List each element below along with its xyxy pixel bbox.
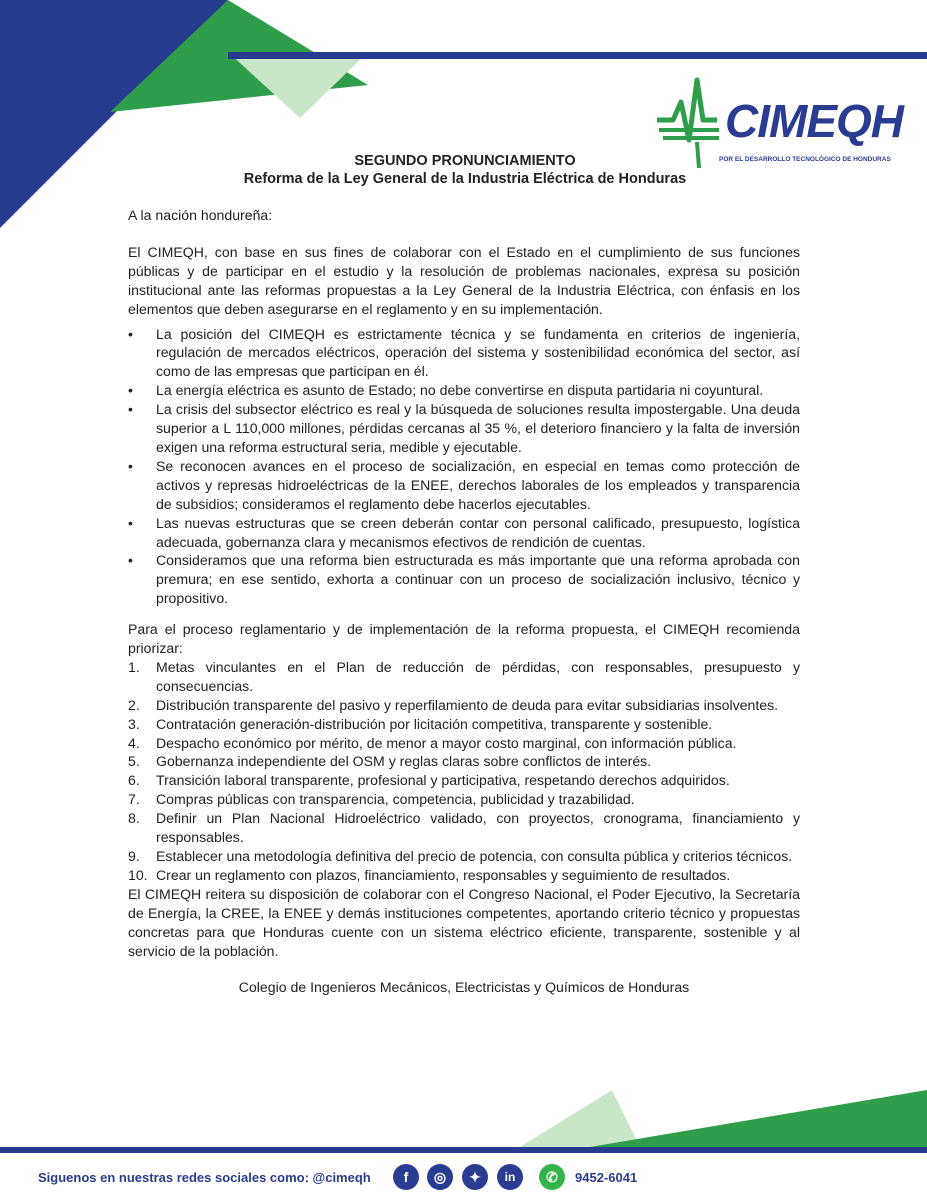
recommendation-item [128,866,800,885]
recommendation-number: 10. [128,866,148,883]
recommendation-text: Despacho económico por mérito, de menor a mayor costo marginal, con información pública. [156,734,737,751]
bullet-text: La energía eléctrica es asunto de Estado; no debe convertirse en disputa partidaria ni coyuntural. [156,382,764,399]
position-bullets [128,325,800,609]
bullet-item [128,381,800,400]
whatsapp-icon[interactable]: ✆ [539,1164,565,1190]
recommendation-number: 8. [128,810,140,827]
recommendation-text: Crear un reglamento con plazos, financiamiento, responsables y seguimiento de resultados. [156,866,731,883]
recommendation-number: 5. [128,753,140,770]
recommendation-item [128,771,800,790]
recommendations-list [128,658,800,885]
bullet-item [128,400,800,457]
facebook-icon[interactable]: f [393,1164,419,1190]
footer [0,1153,927,1200]
logo-wordmark: CIMEQH [725,95,903,147]
document-subtitle: Reforma de la Ley General de la Industria Eléctrica de Honduras [243,171,687,187]
signature: Colegio de Ingenieros Mecánicos, Electricistas y Químicos de Honduras [238,979,690,996]
recommendation-item [128,696,800,715]
recommendation-text: Contratación generación-distribución por licitación competitiva, transparente y sostenible. [156,715,713,732]
recommendation-number: 4. [128,734,140,751]
bottom-decoration [0,1080,927,1155]
recommendation-number: 9. [128,848,140,864]
bottom-light-green-triangle [520,1090,640,1147]
recommendation-text: Gobernanza independiente del OSM y reglas claras sobre conflictos de interés. [156,753,652,770]
recommendation-text: Establecer una metodología definitiva del precio de potencia, con consulta pública y criterios técnicos. [156,848,793,864]
phone-number: 9452-6041 [575,1170,638,1185]
recommendation-item [128,809,800,847]
recommendation-number: 1. [128,658,140,675]
bullet-dot: • [128,325,133,342]
bullet-dot: • [128,514,133,531]
recommendation-item [128,658,800,696]
intro-paragraph: El CIMEQH, con base en sus fines de colaborar con el Estado en el cumplimiento de sus funciones públicas y de participar en el estudio y la resolución de problemas nacionales, expresa su posición institucional ante las reformas propuestas a la Ley General de la Industria Eléctrica, con énfasis en los elementos que deben asegurarse en el reglamento y en su implementación. [128,243,800,317]
recommendation-item [128,752,800,771]
greeting: A la nación hondureña: [128,207,273,223]
instagram-icon[interactable]: ◎ [427,1164,453,1190]
recommendation-number: 2. [128,696,140,713]
recommendation-text: Distribución transparente del pasivo y reperfilamiento de deuda para evitar subsidiarias insolventes. [156,696,779,713]
linkedin-icon[interactable]: in [497,1164,523,1190]
bullet-text: Se reconocen avances en el proceso de socialización, en especial en temas como protección de activos y represas hidroeléctricas de la ENEE, derechos laborales de los empleados y transparencia de subsidios; consideramos el reglamento debe hacerlos ejecutables. [156,457,800,512]
bullet-text: Las nuevas estructuras que se creen deberán contar con personal calificado, presupuesto, logística adecuada, gobernanza clara y mecanismos efectivos de rendición de cuentas. [156,514,800,550]
document-heading [130,152,800,188]
bullet-dot: • [128,382,133,399]
bullet-text: La crisis del subsector eléctrico es real y la búsqueda de soluciones resulta impostergable. Una deuda superior a L 110,000 millones, pérdidas cercanas al 35 %, el deterioro financiero y la falta de inversión exigen una reforma estructural seria, medible y ejecutable. [156,401,800,455]
recommendation-text: Metas vinculantes en el Plan de reducción de pérdidas, con responsables, presupuesto y consecuencias. [156,658,800,694]
recommendation-number: 7. [128,791,140,808]
recommendation-number: 3. [128,715,140,732]
bullet-item [128,551,800,608]
recommendation-number: 6. [128,772,140,789]
logo-tagline: POR EL DESARROLLO TECNOLÓGICO DE HONDURAS [719,156,891,163]
bullet-dot: • [128,457,133,474]
recommendation-text: Compras públicas con transparencia, competencia, publicidad y trazabilidad. [156,791,635,808]
bullet-item [128,325,800,382]
top-header-line [228,52,927,59]
social-follow-text: Siguenos en nuestras redes sociales como: @cimeqh [38,1170,371,1185]
recommendation-item [128,847,800,866]
recommendation-text: Definir un Plan Nacional Hidroeléctrico validado, con proyectos, cronograma, financiamiento y responsables. [156,810,800,846]
recommendation-item [128,790,800,809]
document-title: SEGUNDO PRONUNCIAMIENTO [354,153,576,169]
bullet-dot: • [128,552,133,569]
recommendation-item [128,715,800,734]
bullet-dot: • [128,401,133,418]
closing-paragraph: El CIMEQH reitera su disposición de colaborar con el Congreso Nacional, el Poder Ejecutivo, la Secretaría de Energía, la CREE, la ENEE y demás instituciones competentes, aportando criterio técnico y propuestas concretas para que Honduras cuente con un sistema eléctrico eficiente, transparente, sostenible y al servicio de la población. [128,885,800,959]
bullet-text: Consideramos que una reforma bien estructurada es más importante que una reforma aprobada con premura; en ese sentido, exhorta a continuar con un proceso de socialización inclusivo, técnico y propositivo. [156,552,800,607]
bullet-text: La posición del CIMEQH es estrictamente técnica y se fundamenta en criterios de ingeniería, regulación de mercados eléctricos, operación del sistema y sostenibilidad económica del sector, así como de las empresas que participan en él. [156,325,800,380]
bullet-item [128,514,800,552]
bullet-item [128,457,800,514]
recommendation-text: Transición laboral transparente, profesional y participativa, respetando derechos adquiridos. [156,772,730,789]
recommendations-intro: Para el proceso reglamentario y de implementación de la reforma propuesta, el CIMEQH recomienda priorizar: [128,621,800,657]
document-body [128,206,800,997]
twitter-icon[interactable]: ✦ [462,1164,488,1190]
recommendation-item [128,734,800,753]
bottom-green-triangle [590,1090,927,1147]
